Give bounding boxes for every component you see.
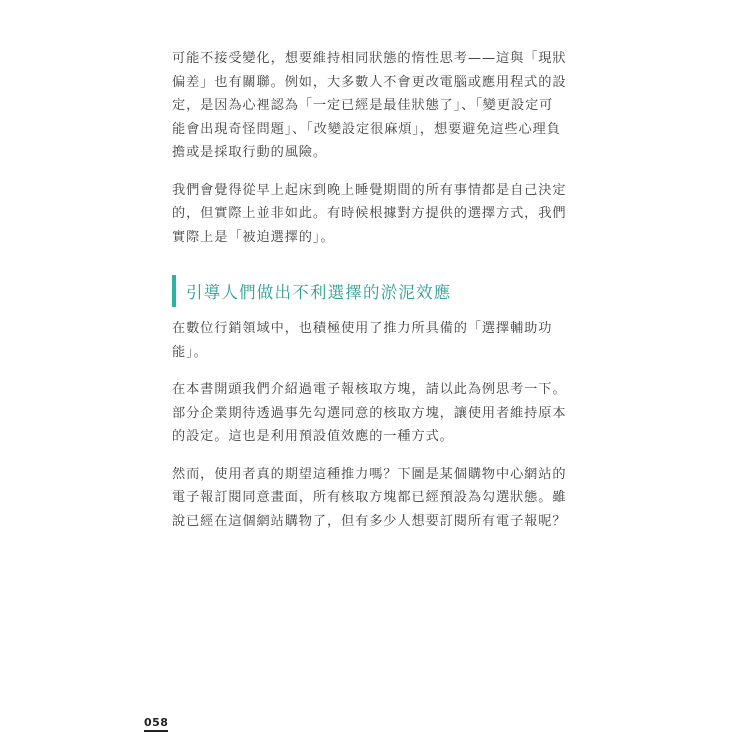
page-number: 058 [144, 716, 168, 732]
paragraph-forced-choice [172, 179, 567, 250]
paragraph-digital-marketing [172, 317, 552, 364]
text-line: 在數位行銷領域中，也積極使用了推力所具備的「選擇輔助功 [172, 321, 553, 336]
text-line: 能會出現奇怪問題」、「改變設定很麻煩」，想要避免這些心理負 [172, 121, 561, 137]
text-line: 能」。 [172, 344, 208, 360]
paragraph-shopping-site [172, 463, 567, 534]
text-line: 的設定。這也是利用預設值效應的一種方式。 [172, 429, 454, 444]
section-heading-text: 引導人們做出不利選擇的淤泥效應 [186, 283, 452, 302]
text-line: 偏差」也有關聯。例如，大多數人不會更改電腦或應用程式的設 [172, 74, 567, 90]
text-line: 的，但實際上並非如此。有時候根據對方提供的選擇方式，我們 [172, 206, 567, 221]
text-line: 部分企業期待透過事先勾選同意的核取方塊，讓使用者維持原本 [172, 405, 567, 421]
paragraph-status-quo [172, 47, 567, 165]
text-line: 擔或是採取行動的風險。 [172, 145, 327, 160]
text-line: 說已經在這個網站購物了，但有多少人想要訂閱所有電子報呢？ [172, 513, 567, 529]
text-line: 定，是因為心裡認為「一定已經是最佳狀態了」、「變更設定可 [172, 98, 554, 113]
text-line: 在本書開頭我們介紹過電子報核取方塊，請以此為例思考一下。 [172, 382, 567, 397]
text-line: 實際上是「被迫選擇的」。 [172, 229, 335, 245]
text-line: 然而，使用者真的期望這種推力嗎？下圖是某個購物中心網站的 [172, 466, 567, 482]
text-line: 我們會覺得從早上起床到晚上睡覺期間的所有事情都是自己決定 [172, 182, 567, 198]
paragraph-newsletter-checkbox [172, 378, 567, 449]
text-line: 可能不接受變化，想要維持相同狀態的惰性思考——這與「現狀 [172, 51, 567, 66]
text-line: 電子報訂閱同意畫面，所有核取方塊都已經預設為勾選狀態。雖 [172, 490, 567, 505]
section-heading [172, 275, 552, 307]
page-content [172, 47, 567, 533]
